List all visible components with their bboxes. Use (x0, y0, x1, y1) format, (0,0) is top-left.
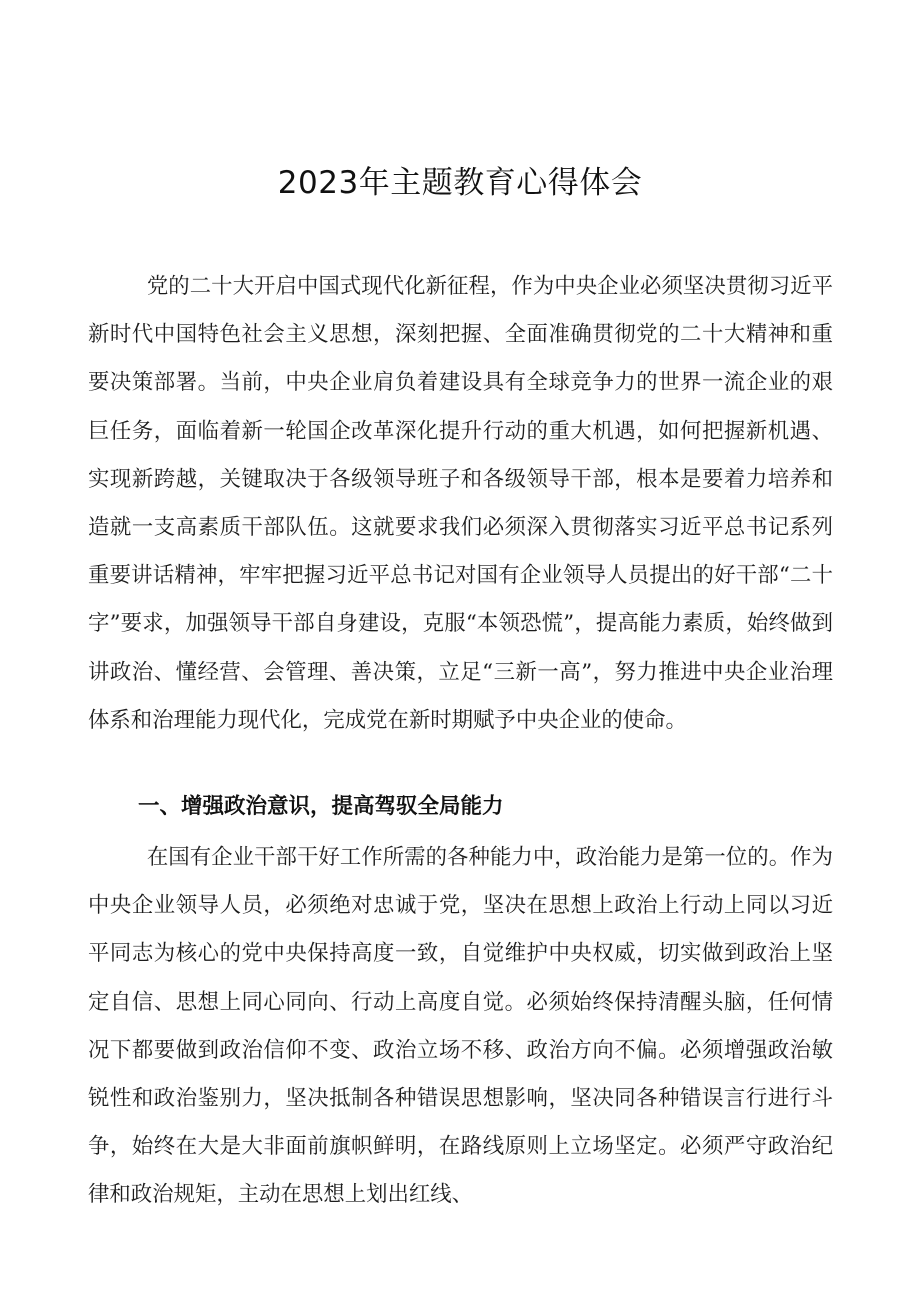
section-paragraph: 在国有企业干部干好工作所需的各种能力中，政治能力是第一位的。作为中央企业领导人员，必须绝对忠诚于党，坚决在思想上政治上行动上同以习近平同志为核心的党中央保持高度一致，自觉维护中央权威，切实做到政治上坚定自信、思想上同心同向、行动上高度自觉。必须始终保持清醒头脑，任何情况下都要做到政治信仰不变、政治立场不移、政治方向不偏。必须增强政治敏锐性和政治鉴别力，坚决抵制各种错误思想影响，坚决同各种错误言行进行斗争，始终在大是大非面前旗帜鲜明，在路线原则上立场坚定。必须严守政治纪律和政治规矩，主动在思想上划出红线、 (88, 845, 833, 1208)
intro-paragraph: 党的二十大开启中国式现代化新征程，作为中央企业必须坚决贯彻习近平新时代中国特色社会主义思想，深刻把握、全面准确贯彻党的二十大精神和重要决策部署。当前，中央企业肩负着建设具有全球竞争力的世界一流企业的艰巨任务，面临着新一轮国企改革深化提升行动的重大机遇，如何把握新机遇、实现新跨越，关键取决于各级领导班子和各级领导干部，根本是要着力培养和造就一支高素质干部队伍。这就要求我们必须深入贯彻落实习近平总书记系列重要讲话精神，牢牢把握习近平总书记对国有企业领导人员提出的好干部“二十字”要求，加强领导干部自身建设，克服“本领恐慌”，提高能力素质，始终做到讲政治、懂经营、会管理、善决策，立足“三新一高”，努力推进中央企业治理体系和治理能力现代化，完成党在新时期赋予中央企业的使命。 (88, 274, 833, 733)
section-heading: 一、增强政治意识，提高驾驭全局能力 (138, 794, 504, 819)
document-title: 2023年主题教育心得体会 (277, 165, 643, 201)
